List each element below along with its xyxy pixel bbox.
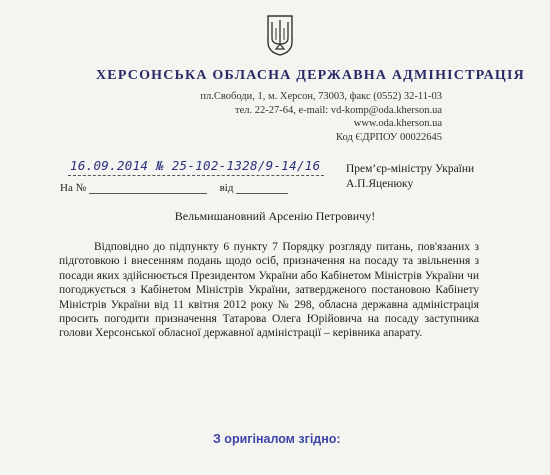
- trident-coat-of-arms-icon: [266, 14, 294, 56]
- addressee-block: [346, 162, 474, 192]
- certification-stamp: З оригіналом згідно:: [213, 432, 341, 446]
- addressee-position: Прем’єр-міністру України: [346, 163, 475, 175]
- address-line: пл.Свободи, 1, м. Херсон, 73003, факс (0552) 32-11-03: [200, 91, 442, 102]
- vid-label: від: [219, 182, 234, 194]
- na-label: На №: [60, 182, 87, 194]
- addressee-name: А.П.Яценюку: [346, 178, 414, 190]
- vid-blank: [236, 193, 288, 194]
- letter-body: Відповідно до підпункту 6 пункту 7 Порядку розгляду питань, пов'язаних з підготовкою і внесенням подань щодо осіб, призначення на посаду та звільнення з посади яких здійснюється Президентом України або Кабінетом Міністрів України чи погоджується з Кабінетом Міністрів України, затвердженого постановою Кабінету Міністрів України від 11 квітня 2012 року № 298, обласна державна адміністрація просить погодити призначення Татарова Олега Юрійовича на посаду заступника голови Херсонської обласної державної адміністрації – керівника апарату.: [59, 241, 479, 340]
- edrpou-line: Код ЄДРПОУ 00022645: [336, 131, 442, 143]
- website-line: www.oda.kherson.ua: [353, 118, 442, 129]
- na-blank: [89, 193, 207, 194]
- organization-name: ХЕРСОНСЬКА ОБЛАСНА ДЕРЖАВНА АДМІНІСТРАЦІЯ: [96, 68, 525, 83]
- reference-underline: [68, 175, 324, 177]
- contact-block: [142, 90, 442, 144]
- phone-email-line: тел. 22-27-64, e-mail: vd-komp@oda.kherson.ua: [235, 104, 442, 116]
- salutation: Вельмишановний Арсенію Петровичу!: [174, 209, 376, 223]
- incoming-reference-line: [60, 182, 288, 194]
- handwritten-reference: 16.09.2014 № 25-102-1328/9-14/16: [70, 158, 321, 173]
